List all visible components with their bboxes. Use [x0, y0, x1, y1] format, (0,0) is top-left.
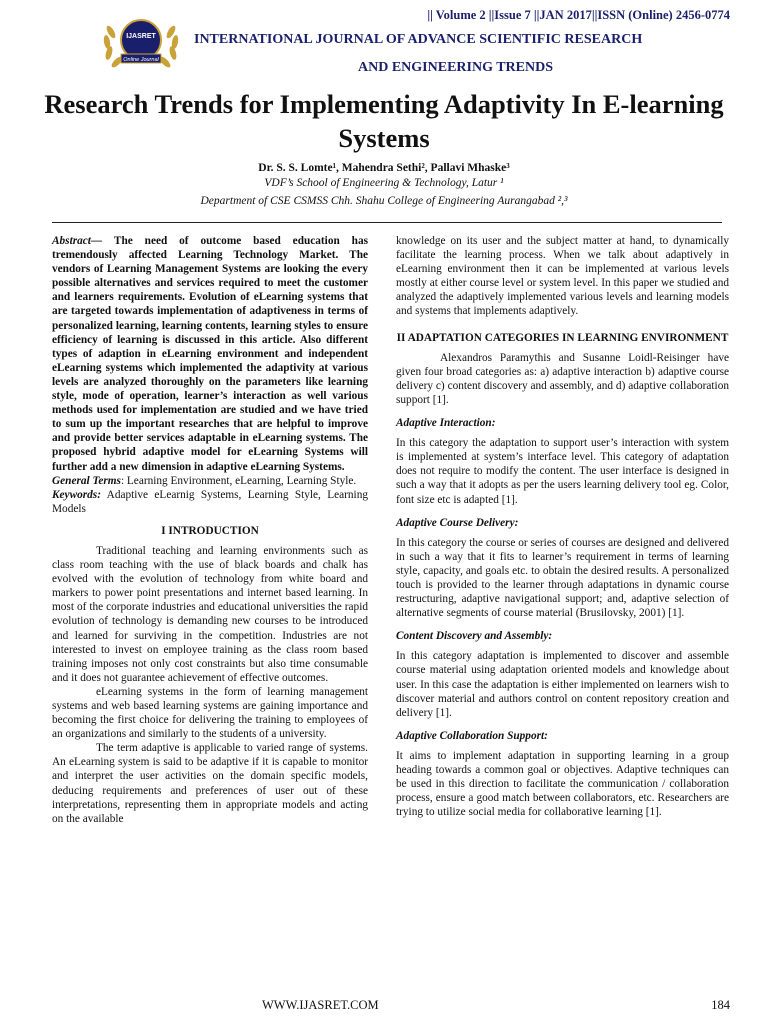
affiliation-1: VDF’s School of Engineering & Technology, Latur ¹ — [264, 177, 504, 189]
journal-name-line2: AND ENGINEERING TRENDS — [358, 60, 554, 75]
section2-intro: Alexandros Paramythis and Susanne Loidl-Reisinger have given four broad categories as: a) adaptive interaction b) adaptive course delivery c) content discovery and assembly, and d) adaptive collaboration support [1]. — [396, 351, 729, 406]
subsection-heading: Content Discovery and Assembly: — [396, 630, 553, 643]
intro-continuation: knowledge on its user and the subject matter at hand, to dynamically facilitate the learning process. When we talk about adaptively in eLearning environment then it can be implemented at various levels mostly at either course level or system level. In this paper we studied and analyzed the adaptively implemented various levels and learning models and systems that implements adaptively. — [396, 235, 729, 318]
volume-issue-line: || Volume 2 ||Issue 7 ||JAN 2017||ISSN (Online) 2456-0774 — [427, 8, 730, 22]
abstract-text: The need of outcome based education has tremendously affected Learning Technology Market. The vendors of Learning Management Systems are looking the every possible alternatives and services required to meet the customer and learners requirements. Evolution of eLearning systems that are targeted towards implementation of adaptiveness in terms of personalized learning, learning contents, learning styles to ensure efficiency of learning is discussed in this article. Also different types of adaption in eLearning environment and independent eLearning systems which implemented the adaptivity at various levels are analyzed thoroughly on the parameters like learning style, mode of operation, learner’s interaction as well various methods used for implementation are studied and we have tried to sum up the important researches that are helpful to improve and provide better services adaptable in eLearning systems. The proposed hybrid adaptive model for eLearning Systems will further add a new dimension in adaptive eLearning Systems. — [52, 235, 368, 473]
subsection-text: In this category the course or series of courses are designed and delivered in such a way that it fits to learner’s requirement in terms of learning style, capacity, and goals etc. to obtain the desired results. A personalized touch is provided to the learner through adaptations in dynamic course restructuring, adaptive navigational support; and, adaptive selection of alternative segments of course material (Brusilovsky, 2001) [1]. — [396, 536, 729, 620]
author-list: Dr. S. S. Lomte¹, Mahendra Sethi², Pallavi Mhaske³ — [258, 162, 510, 174]
section-heading-introduction: I INTRODUCTION — [161, 524, 259, 537]
keywords-label: Keywords: — [52, 488, 101, 501]
subsection-heading: Adaptive Interaction: — [396, 417, 496, 430]
intro-paragraph: The term adaptive is applicable to varied range of systems. An eLearning system is said to be adaptive if it is capable to monitor and interpret the user activities on the domain specific models, deducing requirements and preferences of user out of these interpretations, representing them in appropriate models and acting on the available — [52, 742, 368, 825]
right-column — [396, 234, 729, 819]
general-terms — [52, 474, 368, 488]
intro-paragraph: eLearning systems in the form of learning management systems and web based learning systems are gaining importance and becoming the first choice for delivering the training to employees of an organizations and similarly to the students of a university. — [52, 685, 368, 741]
subsection-text: It aims to implement adaptation in supporting learning in a group heading towards a common goal or objectives. Adaptive techniques can be used in this direction to facilitate the communication / collaboration process, ensure a good match between collaborators, etc. Researchers are trying to utilize social media for collaborative learning [1]. — [396, 749, 729, 819]
subsection-text: In this category the adaptation to support user’s interaction with system is implemented at system’s interface level. This category of adaptation does not require to modify the content. The user interface is designed in such a way that it adopts as per the users learning delivery tool eg. Color, font size etc is adapted [1]. — [396, 437, 729, 506]
journal-name-line1: INTERNATIONAL JOURNAL OF ADVANCE SCIENTIFIC RESEARCH — [194, 32, 643, 47]
footer-website: WWW.IJASRET.COM — [262, 998, 379, 1012]
page-number: 184 — [711, 998, 730, 1012]
subsection-heading: Adaptive Course Delivery: — [396, 516, 519, 529]
general-terms-label: General Terms — [52, 474, 121, 487]
keywords-text: Adaptive eLearnig Systems, Learning Style, Learning Models — [52, 488, 368, 515]
logo-text: IJASRET — [126, 33, 156, 40]
paper-title: Research Trends for Implementing Adaptivity In E-learning Systems — [44, 89, 724, 153]
subsection-heading: Adaptive Collaboration Support: — [396, 729, 548, 742]
abstract — [52, 234, 368, 474]
logo-subtext: Online Journal — [123, 57, 159, 63]
subsection-text: In this category adaptation is implemented to discover and assemble course material using adaptation oriented models and knowledge about user. In this case the adaptation is either implemented on learners wish to discover material and authors control on content repository creation and delivery [1]. — [396, 650, 729, 719]
section-heading-adaptation-categories: II ADAPTATION CATEGORIES IN LEARNING ENVIRONMENT — [396, 331, 729, 344]
general-terms-text: : Learning Environment, eLearning, Learning Style. — [120, 474, 357, 487]
intro-paragraph: Traditional teaching and learning environments such as class room teaching with the use of black boards and chalk has evolved with the evolution of technology from white board and markers to power point presentations and internet based learning. In most of the corporate industries and educational universities the rapid evolution of technology is demanding new courses to be introduced and learned for surviving in the competition. Industries are not interested to invest on employee training as the class room based training imposes not only cost constraints but also time consumable and it does not guarantee achievement of effective outcomes. — [52, 544, 368, 684]
abstract-label: Abstract— — [52, 235, 103, 247]
left-column — [52, 234, 368, 826]
affiliation-2: Department of CSE CSMSS Chh. Shahu College of Engineering Aurangabad ²,³ — [200, 195, 568, 207]
header-rule — [52, 222, 722, 223]
keywords — [52, 488, 368, 516]
journal-logo — [95, 14, 187, 72]
